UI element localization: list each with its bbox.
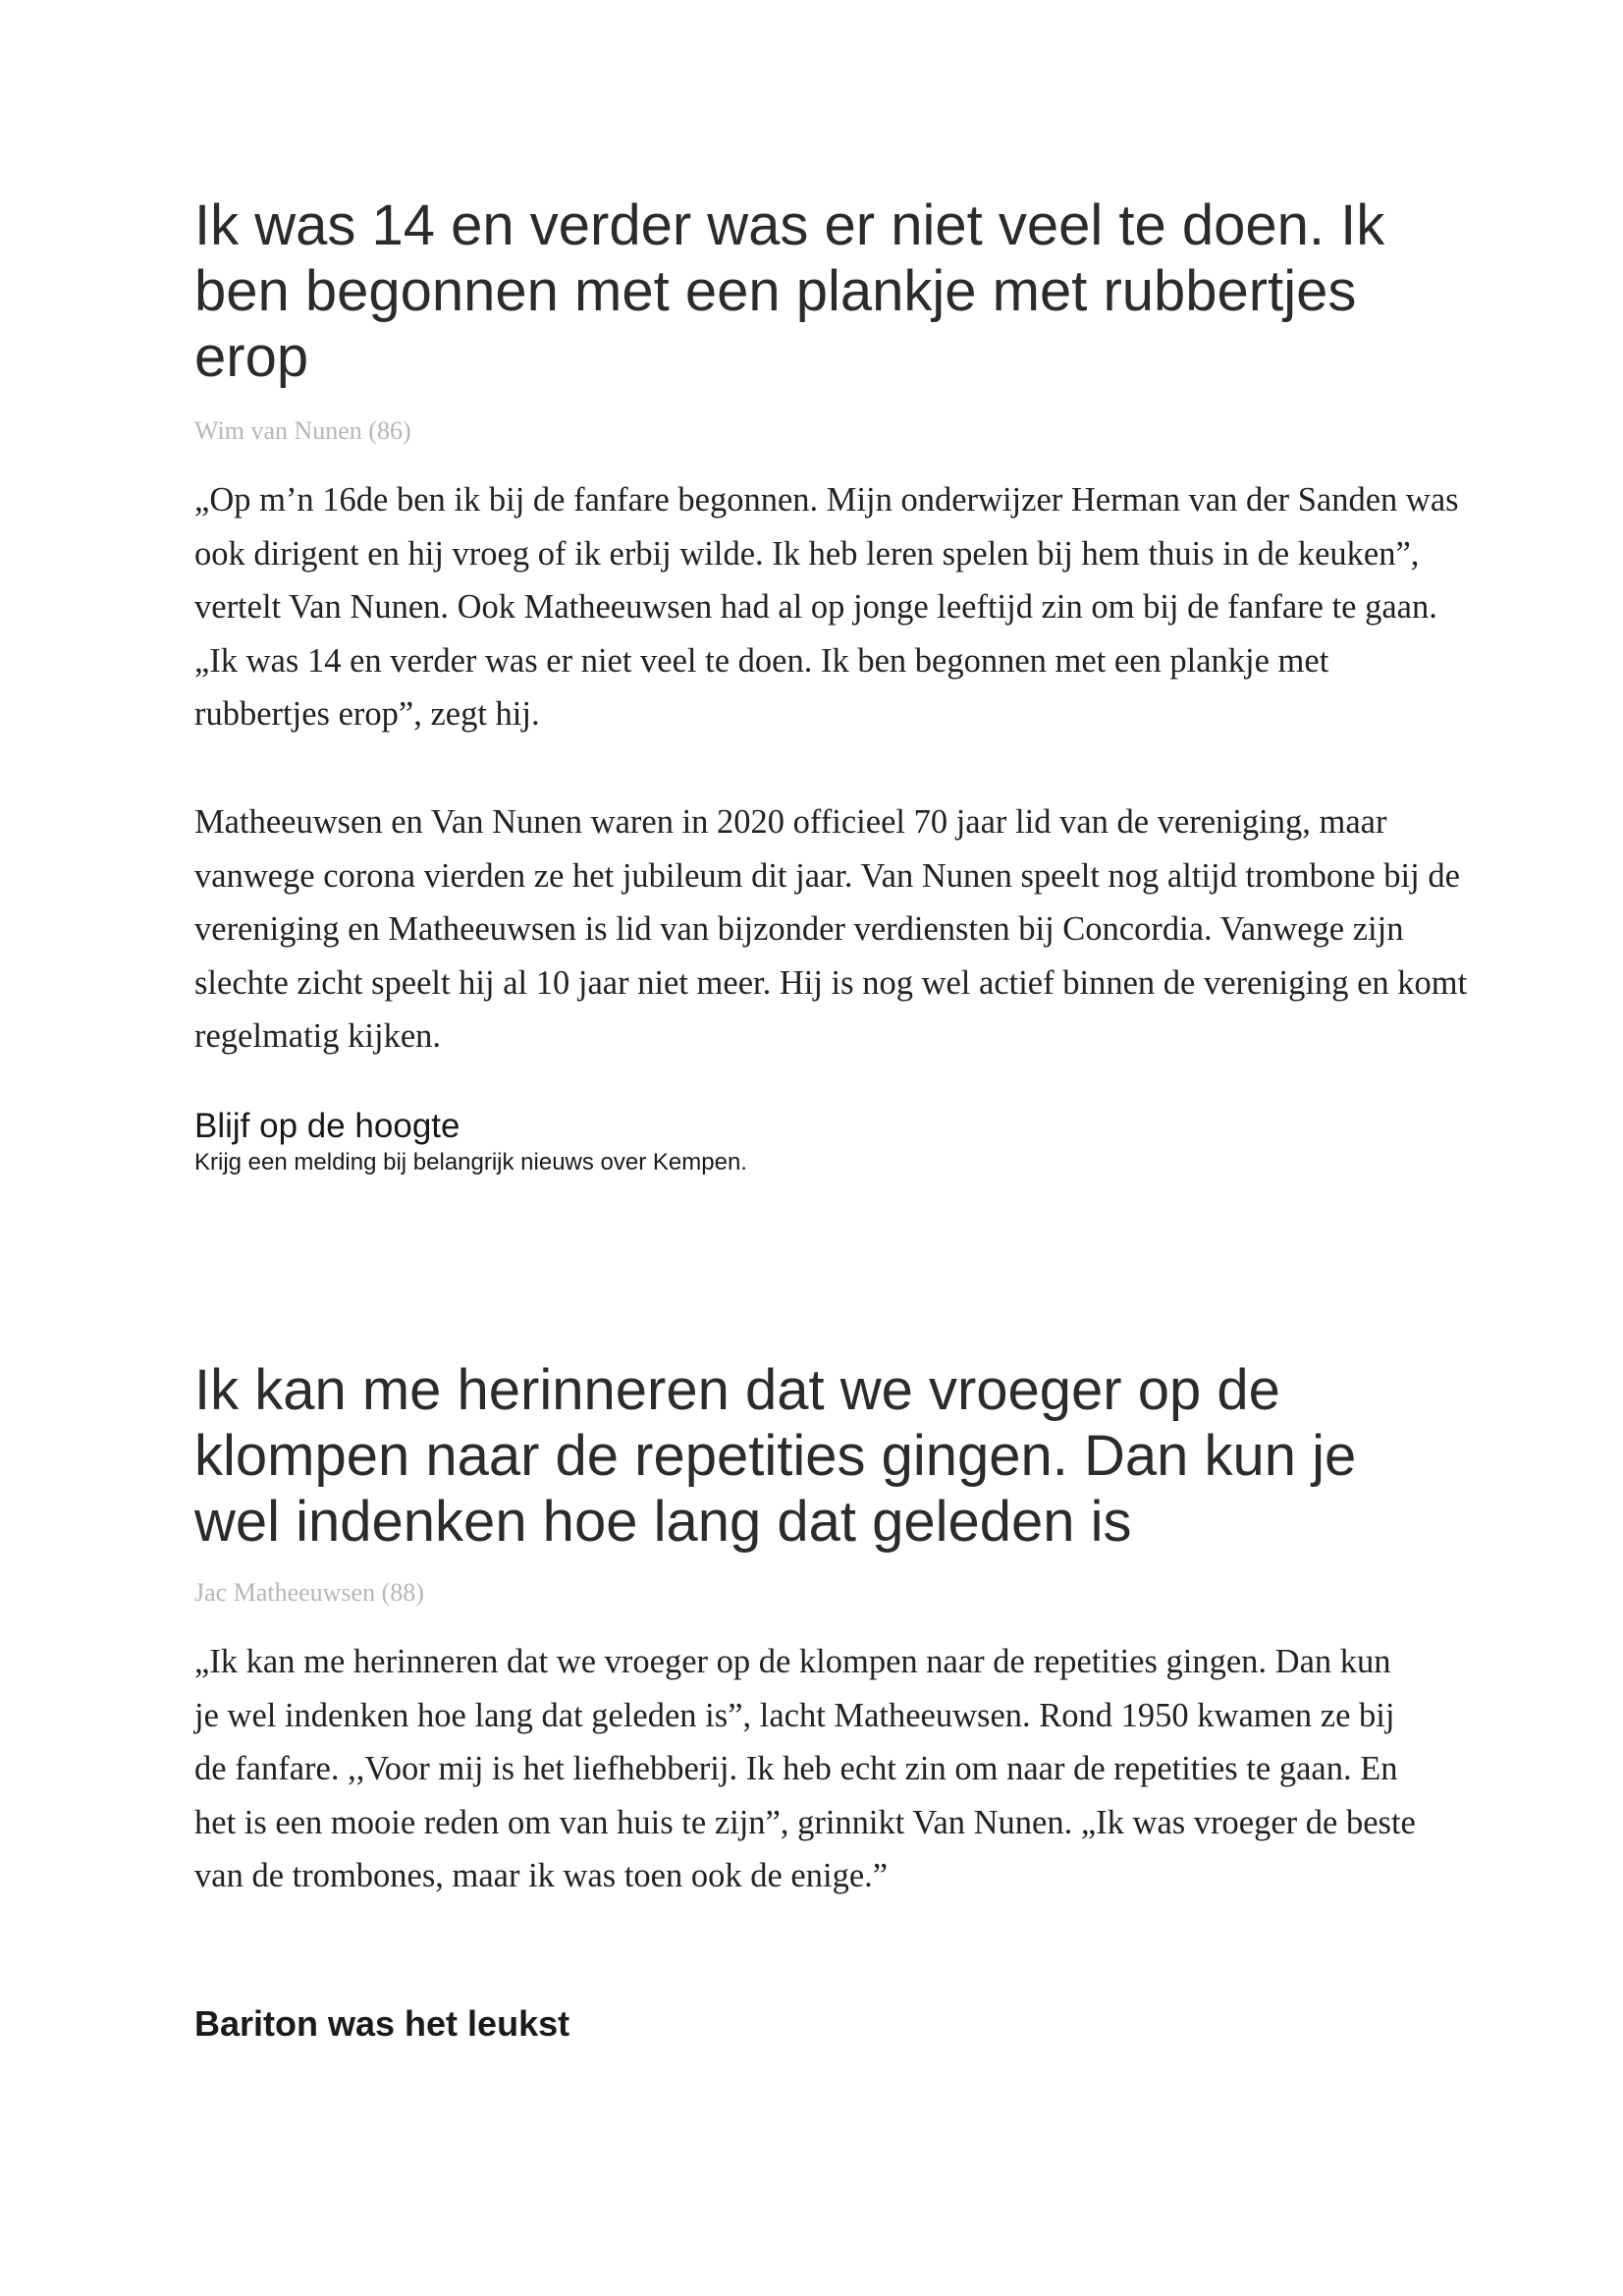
paragraph-1: „Op m’n 16de ben ik bij de fanfare begonnen. Mijn onderwijzer Herman van der Sanden was ook dirigent en hij vroeg of ik erbij wilde. Ik heb leren spelen bij hem thuis in de keuken”, vertelt Van Nunen. Ook Matheeuwsen had al op jonge leeftijd zin om bij de fanfare te gaan. „Ik was 14 en verder was er niet veel te doen. Ik ben begonnen met een plankje met rubbertjes erop”, zegt hij. [194, 481, 1459, 733]
pull-quote-1: Ik was 14 en verder was er niet veel te doen. Ik ben begonnen met een plankje met rubbertjes erop [194, 193, 1385, 389]
quote-author-2: Jac Matheeuwsen (88) [194, 1578, 424, 1607]
quote-author-1: Wim van Nunen (86) [194, 416, 411, 445]
paragraph-2: Matheeuwsen en Van Nunen waren in 2020 officieel 70 jaar lid van de vereniging, maar vanwege corona vierden ze het jubileum dit jaar. Van Nunen speelt nog altijd trombone bij de vereniging en Matheeuwsen is lid van bijzonder verdiensten bij Concordia. Vanwege zijn slechte zicht speelt hij al 10 jaar niet meer. Hij is nog wel actief binnen de vereniging en komt regelmatig kijken. [194, 803, 1468, 1055]
pull-quote-2: Ik kan me herinneren dat we vroeger op de klompen naar de repetities gingen. Dan kun je wel indenken hoe lang dat geleden is [194, 1358, 1357, 1554]
paragraph-3: „Ik kan me herinneren dat we vroeger op de klompen naar de repetities gingen. Dan kun je wel indenken hoe lang dat geleden is”, lacht Matheeuwsen. Rond 1950 kwamen ze bij de fanfare. ,,Voor mij is het liefhebberij. Ik heb echt zin om naar de repetities te gaan. En het is een mooie reden om van huis te zijn”, grinnikt Van Nunen. „Ik was vroeger de beste van de trombones, maar ik was toen ook de enige.” [194, 1643, 1416, 1894]
subscribe-title: Blijf op de hoogte [194, 1107, 460, 1145]
section-subheading: Bariton was het leukst [194, 2003, 570, 2044]
subscribe-subtitle: Krijg een melding bij belangrijk nieuws over Kempen. [194, 1149, 747, 1175]
